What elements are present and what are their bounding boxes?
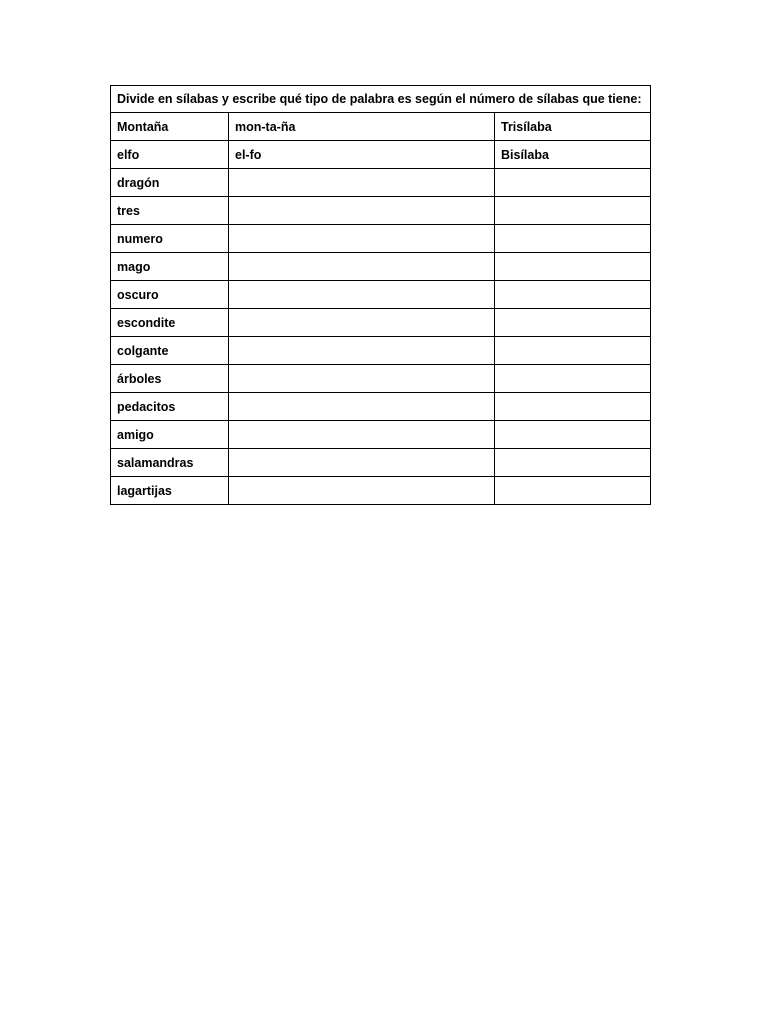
- syllables-cell[interactable]: [229, 225, 495, 253]
- syllables-cell[interactable]: [229, 281, 495, 309]
- table-row: [111, 365, 651, 393]
- syllables-cell[interactable]: [229, 309, 495, 337]
- syllables-cell[interactable]: [229, 393, 495, 421]
- word-type-cell[interactable]: [495, 169, 651, 197]
- word-cell: colgante: [111, 337, 229, 365]
- word-cell: oscuro: [111, 281, 229, 309]
- word-cell: salamandras: [111, 449, 229, 477]
- word-type-cell[interactable]: Bisílaba: [495, 141, 651, 169]
- word-cell: elfo: [111, 141, 229, 169]
- syllables-cell[interactable]: [229, 337, 495, 365]
- word-type-cell[interactable]: [495, 477, 651, 505]
- word-cell: pedacitos: [111, 393, 229, 421]
- word-cell: Montaña: [111, 113, 229, 141]
- table-row: [111, 225, 651, 253]
- instruction-row: [111, 86, 651, 113]
- table-row: [111, 477, 651, 505]
- table-row: [111, 113, 651, 141]
- table-row: [111, 449, 651, 477]
- word-cell: numero: [111, 225, 229, 253]
- table-row: [111, 337, 651, 365]
- word-type-cell[interactable]: [495, 253, 651, 281]
- word-cell: árboles: [111, 365, 229, 393]
- word-type-cell[interactable]: [495, 309, 651, 337]
- table-row: [111, 141, 651, 169]
- syllable-worksheet-table: [110, 85, 651, 505]
- word-cell: escondite: [111, 309, 229, 337]
- word-cell: tres: [111, 197, 229, 225]
- table-row: [111, 421, 651, 449]
- instruction-text: Divide en sílabas y escribe qué tipo de palabra es según el número de sílabas que tiene:: [111, 86, 651, 113]
- syllables-cell[interactable]: [229, 169, 495, 197]
- word-type-cell[interactable]: [495, 337, 651, 365]
- word-cell: amigo: [111, 421, 229, 449]
- word-type-cell[interactable]: [495, 225, 651, 253]
- syllables-cell[interactable]: [229, 253, 495, 281]
- table-row: [111, 197, 651, 225]
- table-row: [111, 169, 651, 197]
- syllables-cell[interactable]: el-fo: [229, 141, 495, 169]
- word-type-cell[interactable]: Trisílaba: [495, 113, 651, 141]
- syllables-cell[interactable]: [229, 477, 495, 505]
- word-cell: dragón: [111, 169, 229, 197]
- word-type-cell[interactable]: [495, 421, 651, 449]
- table-row: [111, 253, 651, 281]
- table-row: [111, 393, 651, 421]
- syllables-cell[interactable]: mon-ta-ña: [229, 113, 495, 141]
- word-type-cell[interactable]: [495, 281, 651, 309]
- syllables-cell[interactable]: [229, 449, 495, 477]
- syllables-cell[interactable]: [229, 365, 495, 393]
- syllables-cell[interactable]: [229, 421, 495, 449]
- word-cell: mago: [111, 253, 229, 281]
- word-type-cell[interactable]: [495, 393, 651, 421]
- word-cell: lagartijas: [111, 477, 229, 505]
- table-row: [111, 309, 651, 337]
- word-type-cell[interactable]: [495, 365, 651, 393]
- word-type-cell[interactable]: [495, 197, 651, 225]
- syllables-cell[interactable]: [229, 197, 495, 225]
- table-row: [111, 281, 651, 309]
- word-type-cell[interactable]: [495, 449, 651, 477]
